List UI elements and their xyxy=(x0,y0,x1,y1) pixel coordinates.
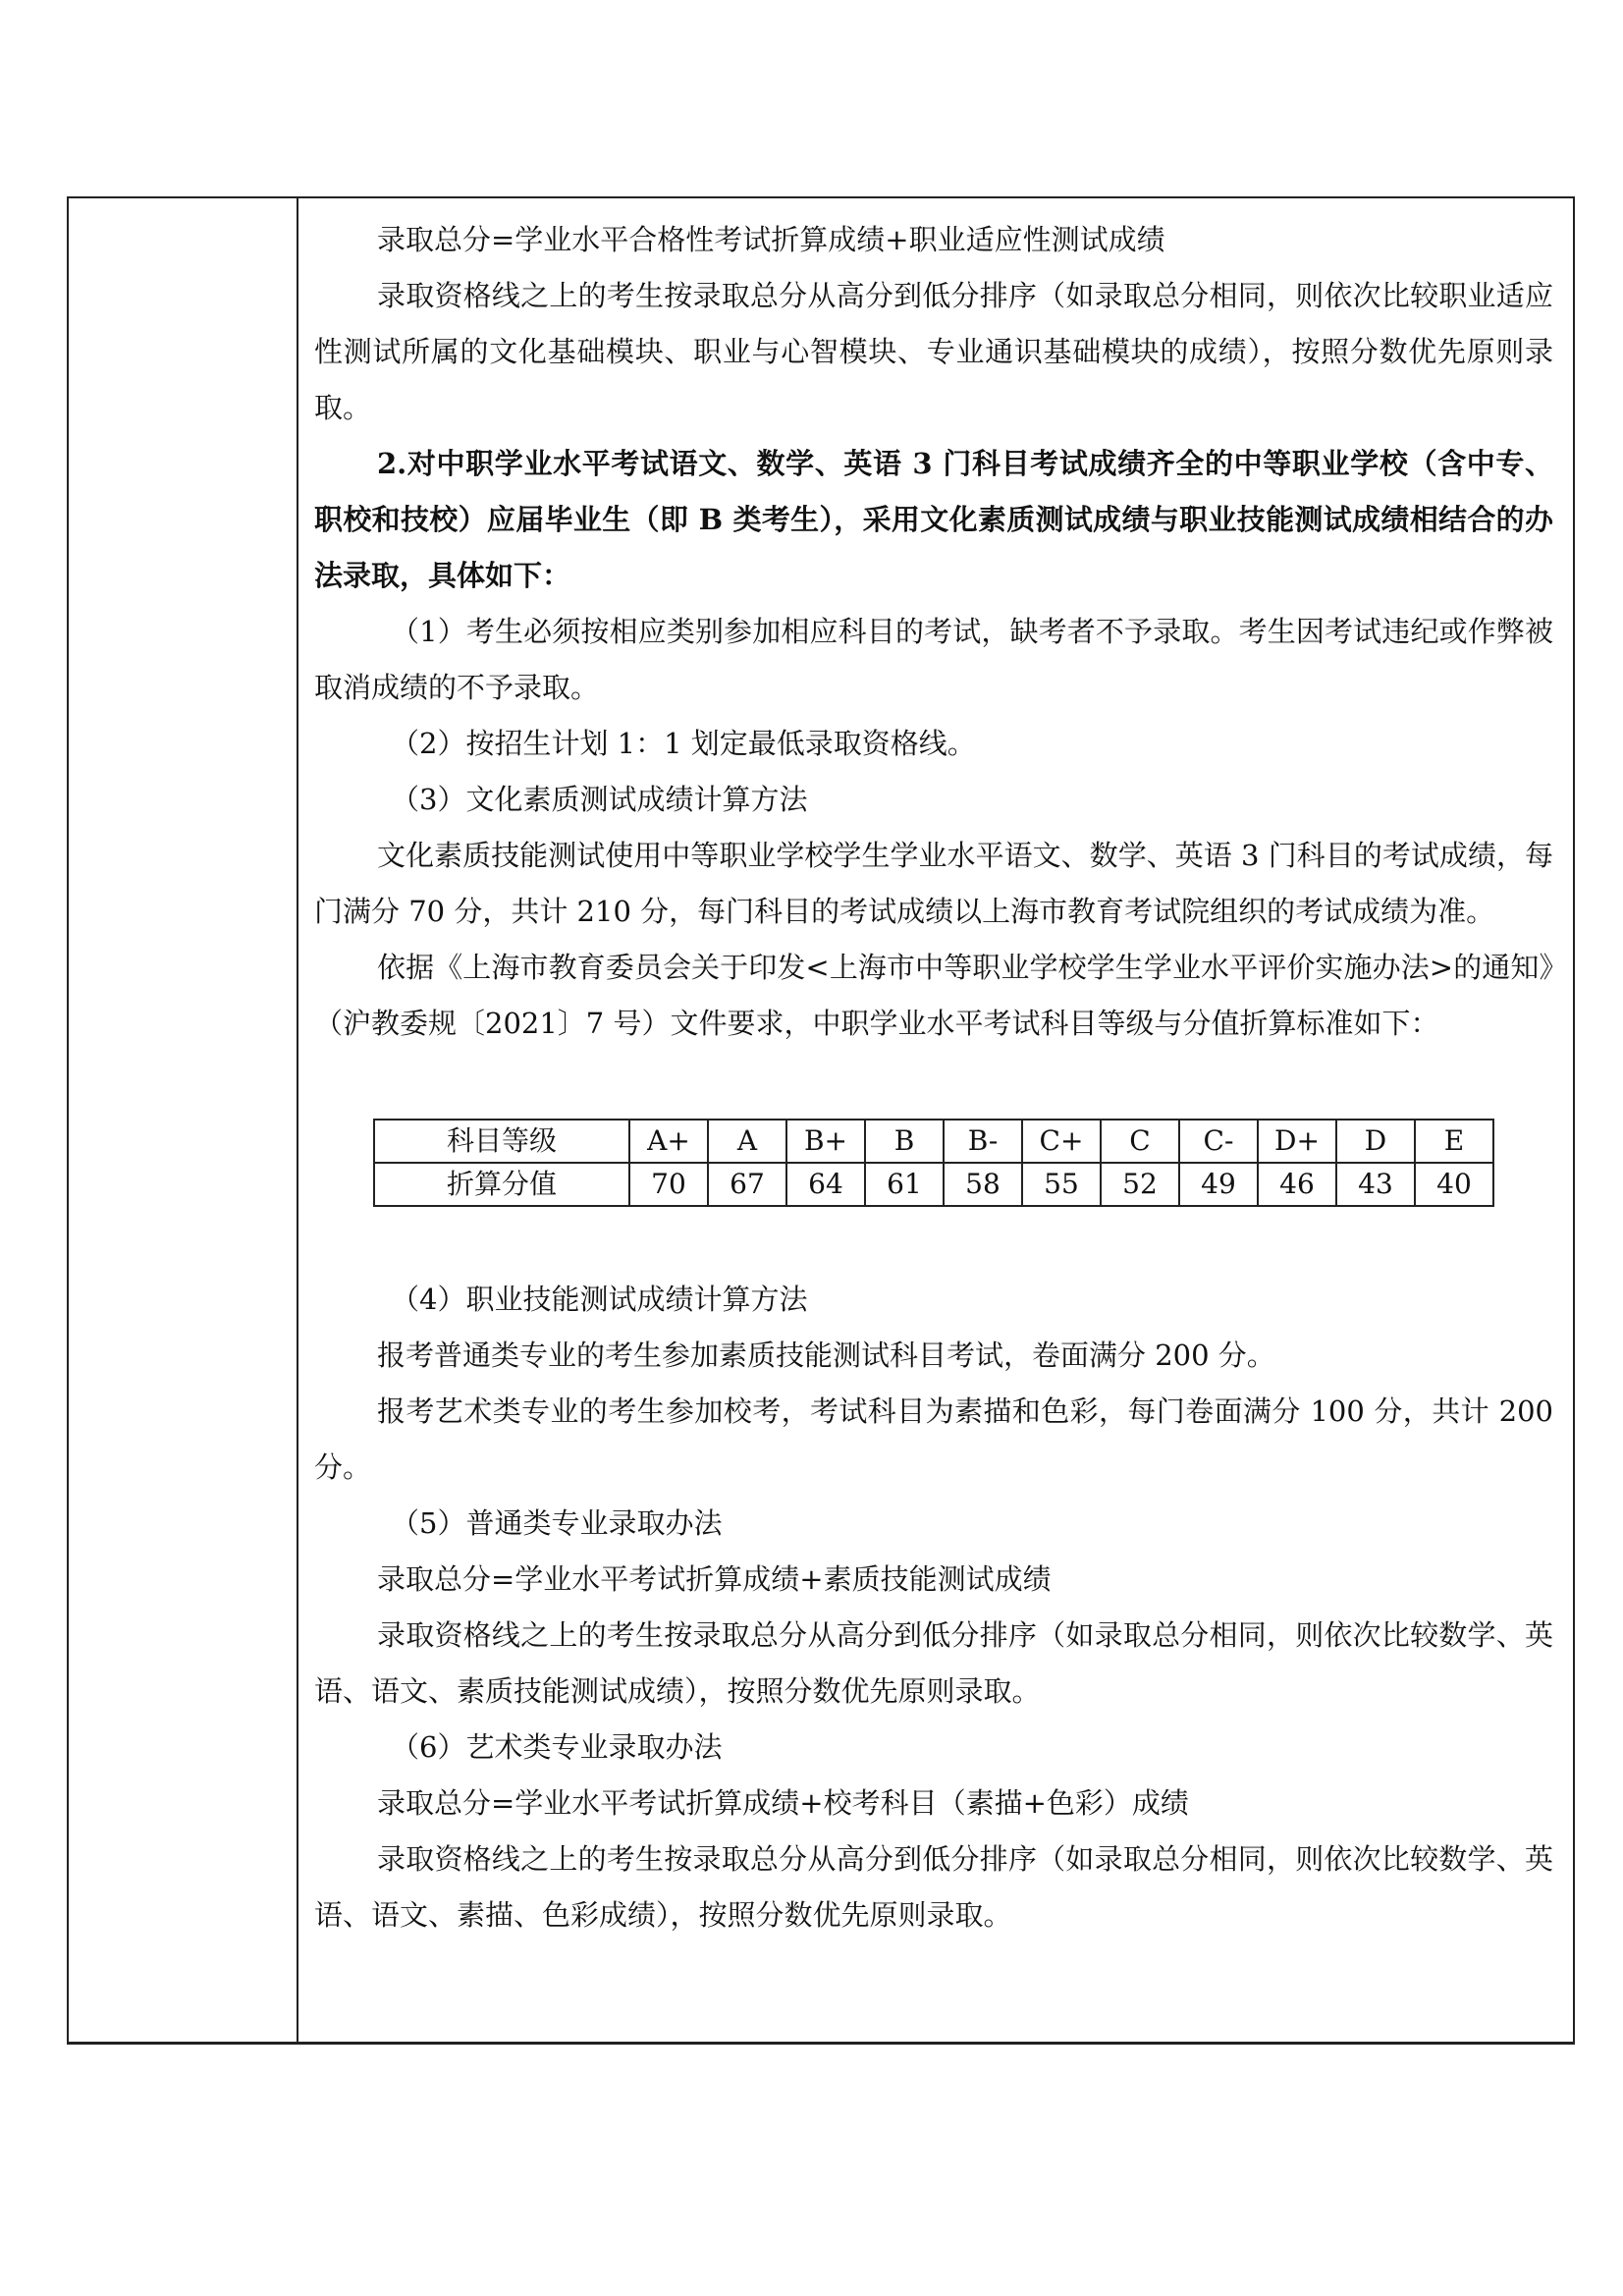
score-row xyxy=(374,1163,1493,1206)
grade-cell: B- xyxy=(944,1120,1022,1163)
score-cell: 58 xyxy=(944,1163,1022,1206)
paragraph: 录取总分=学业水平考试折算成绩+校考科目（素描+色彩）成绩 xyxy=(377,1786,1189,1820)
paragraph: 依据《上海市教育委员会关于印发<上海市中等职业学校学生学业水平评价实施办法>的通知》（沪教委规〔2021〕7 号）文件要求，中职学业水平考试科目等级与分值折算标准如下： xyxy=(314,951,1553,1040)
paragraph: 2.对中职学业水平考试语文、数学、英语 3 门科目考试成绩齐全的中等职业学校（含中专、职校和技校）应届毕业生（即 B 类考生），采用文化素质测试成绩与职业技能测试成绩相结合的办法录取，具体如下： xyxy=(314,447,1553,592)
grade-row xyxy=(374,1120,1493,1163)
paragraph: 报考艺术类专业的考生参加校考，考试科目为素描和色彩，每门卷面满分 100 分，共计 200 分。 xyxy=(314,1394,1553,1484)
paragraph: （3）文化素质测试成绩计算方法 xyxy=(391,783,808,816)
grade-cell: D+ xyxy=(1258,1120,1336,1163)
grade-row-header: 科目等级 xyxy=(374,1120,629,1163)
content-cell xyxy=(314,212,1553,1943)
paragraphs-after-table xyxy=(314,1272,1553,1943)
grade-cell: A xyxy=(708,1120,786,1163)
paragraph: 录取总分=学业水平合格性考试折算成绩+职业适应性测试成绩 xyxy=(377,223,1165,256)
grade-cell: E xyxy=(1415,1120,1493,1163)
paragraph: （4）职业技能测试成绩计算方法 xyxy=(391,1283,808,1316)
score-cell: 55 xyxy=(1022,1163,1101,1206)
paragraph: 文化素质技能测试使用中等职业学校学生学业水平语文、数学、英语 3 门科目的考试成绩，每门满分 70 分，共计 210 分，每门科目的考试成绩以上海市教育考试院组织的考试成绩为准。 xyxy=(314,839,1553,928)
score-cell: 70 xyxy=(629,1163,708,1206)
paragraph: 录取资格线之上的考生按录取总分从高分到低分排序（如录取总分相同，则依次比较数学、英语、语文、素质技能测试成绩），按照分数优先原则录取。 xyxy=(314,1618,1553,1708)
grade-cell: C+ xyxy=(1022,1120,1101,1163)
paragraphs-before-table xyxy=(314,212,1553,1052)
left-column-cell xyxy=(69,198,298,2042)
paragraph: （5）普通类专业录取办法 xyxy=(391,1506,723,1540)
paragraph: 录取资格线之上的考生按录取总分从高分到低分排序（如录取总分相同，则依次比较数学、英语、语文、素描、色彩成绩），按照分数优先原则录取。 xyxy=(314,1842,1553,1932)
score-cell: 43 xyxy=(1336,1163,1415,1206)
score-cell: 61 xyxy=(865,1163,944,1206)
paragraph: 录取总分=学业水平考试折算成绩+素质技能测试成绩 xyxy=(377,1562,1052,1596)
grade-cell: D xyxy=(1336,1120,1415,1163)
score-cell: 64 xyxy=(786,1163,865,1206)
grade-cell: C xyxy=(1101,1120,1179,1163)
grade-cell: C- xyxy=(1179,1120,1258,1163)
paragraph: （1）考生必须按相应类别参加相应科目的考试，缺考者不予录取。考生因考试违纪或作弊被取消成绩的不予录取。 xyxy=(314,615,1553,704)
score-cell: 67 xyxy=(708,1163,786,1206)
document-table xyxy=(67,196,1575,2045)
paragraph: 报考普通类专业的考生参加素质技能测试科目考试，卷面满分 200 分。 xyxy=(377,1339,1275,1372)
grade-conversion-table xyxy=(373,1119,1494,1207)
score-cell: 40 xyxy=(1415,1163,1493,1206)
score-cell: 49 xyxy=(1179,1163,1258,1206)
paragraph: 录取资格线之上的考生按录取总分从高分到低分排序（如录取总分相同，则依次比较职业适应性测试所属的文化基础模块、职业与心智模块、专业通识基础模块的成绩），按照分数优先原则录取。 xyxy=(314,279,1553,424)
grade-cell: B+ xyxy=(786,1120,865,1163)
grade-cell: A+ xyxy=(629,1120,708,1163)
score-cell: 52 xyxy=(1101,1163,1179,1206)
paragraph: （2）按招生计划 1：1 划定最低录取资格线。 xyxy=(391,727,976,760)
grade-cell: B xyxy=(865,1120,944,1163)
paragraph: （6）艺术类专业录取办法 xyxy=(391,1730,723,1764)
score-cell: 46 xyxy=(1258,1163,1336,1206)
score-row-header: 折算分值 xyxy=(374,1163,629,1206)
